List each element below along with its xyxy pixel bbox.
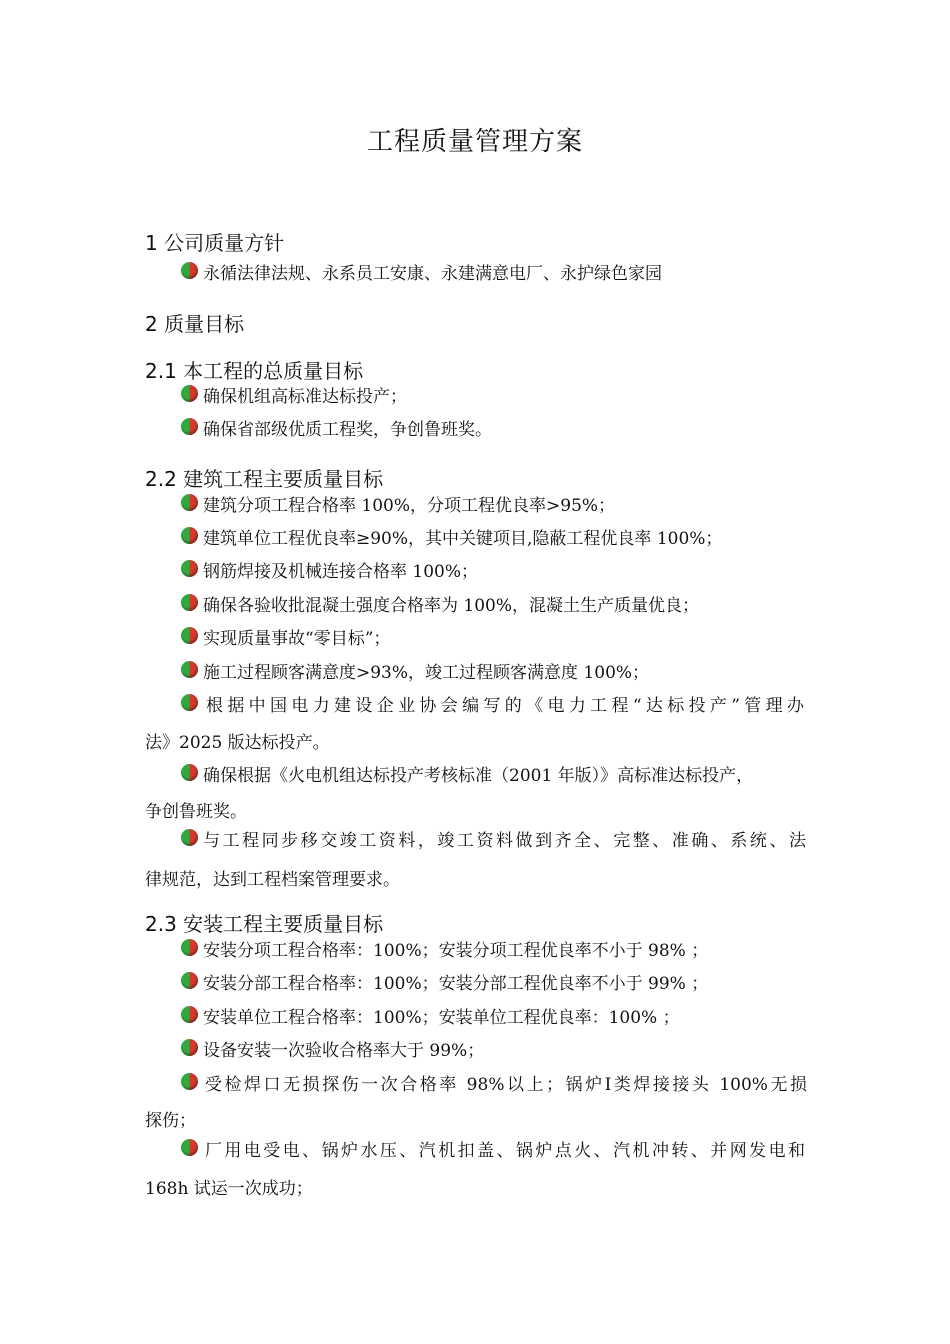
- bullet-icon: [181, 385, 198, 402]
- bullet-icon: [181, 694, 198, 711]
- list-item-line: 根据中国电力建设企业协会编写的《电力工程“达标投产”管理办: [206, 696, 804, 716]
- list-item-continuation: 争创鲁班奖。: [145, 802, 247, 822]
- list-item: 建筑单位工程优良率≥90%，其中关键项目,隐蔽工程优良率 100%；: [203, 529, 723, 549]
- bullet-icon: [181, 418, 198, 435]
- bullet-icon: [181, 594, 198, 611]
- list-item: 建筑分项工程合格率 100%，分项工程优良率>95%；: [203, 496, 616, 516]
- bullet-icon: [181, 494, 198, 511]
- list-item-continuation: 律规范，达到工程档案管理要求。: [145, 870, 400, 890]
- bullet-icon: [181, 939, 198, 956]
- list-item: 安装分部工程合格率：100%；安装分部工程优良率不小于 99% ；: [203, 974, 709, 994]
- list-item: 安装分项工程合格率：100%；安装分项工程优良率不小于 98% ；: [203, 941, 709, 961]
- section-heading-2-1: 2.1 本工程的总质量目标: [145, 359, 364, 383]
- section-heading-2-2: 2.2 建筑工程主要质量目标: [145, 467, 384, 491]
- bullet-icon: [181, 1039, 198, 1056]
- bullet-icon: [181, 560, 198, 577]
- bullet-icon: [181, 262, 198, 279]
- list-item-line: 受检焊口无损探伤一次合格率 98%以上；锅炉Ⅰ类焊接接头 100%无损: [205, 1075, 807, 1095]
- list-item-continuation: 168h 试运一次成功；: [145, 1179, 313, 1199]
- bullet-icon: [181, 972, 198, 989]
- bullet-icon: [181, 764, 198, 781]
- list-item-line: 确保根据《火电机组达标投产考核标准（2001 年版）》高标准达标投产，: [203, 766, 754, 786]
- bullet-icon: [181, 1073, 198, 1090]
- bullet-icon: [181, 829, 198, 846]
- bullet-icon: [181, 527, 198, 544]
- document-title: 工程质量管理方案: [366, 127, 583, 157]
- list-item: 确保各验收批混凝土强度合格率为 100%，混凝土生产质量优良；: [203, 596, 700, 616]
- list-item: 永循法律法规、永系员工安康、永建满意电厂、永护绿色家园: [203, 264, 662, 284]
- list-item: 安装单位工程合格率：100%；安装单位工程优良率：100% ；: [203, 1008, 680, 1028]
- list-item: 确保机组高标准达标投产；: [203, 387, 407, 407]
- section-heading-2-3: 2.3 安装工程主要质量目标: [145, 912, 384, 936]
- list-item: 确保省部级优质工程奖，争创鲁班奖。: [203, 420, 492, 440]
- section-heading-2: 2 质量目标: [145, 312, 245, 336]
- bullet-icon: [181, 661, 198, 678]
- list-item: 实现质量事故“零目标”；: [203, 629, 391, 649]
- bullet-icon: [181, 627, 198, 644]
- section-heading-1: 1 公司质量方针: [145, 231, 285, 255]
- list-item: 设备安装一次验收合格率大于 99%；: [203, 1041, 485, 1061]
- list-item: 施工过程顾客满意度>93%，竣工过程顾客满意度 100%；: [203, 663, 650, 683]
- list-item-continuation: 法》2025 版达标投产。: [145, 733, 330, 753]
- bullet-icon: [181, 1139, 198, 1156]
- list-item-line: 与工程同步移交竣工资料，竣工资料做到齐全、完整、准确、系统、法: [203, 831, 806, 851]
- list-item: 钢筋焊接及机械连接合格率 100%；: [203, 562, 479, 582]
- bullet-icon: [181, 1006, 198, 1023]
- list-item-line: 厂用电受电、锅炉水压、汽机扣盖、锅炉点火、汽机冲转、并网发电和: [205, 1141, 805, 1161]
- list-item-continuation: 探伤；: [145, 1111, 196, 1131]
